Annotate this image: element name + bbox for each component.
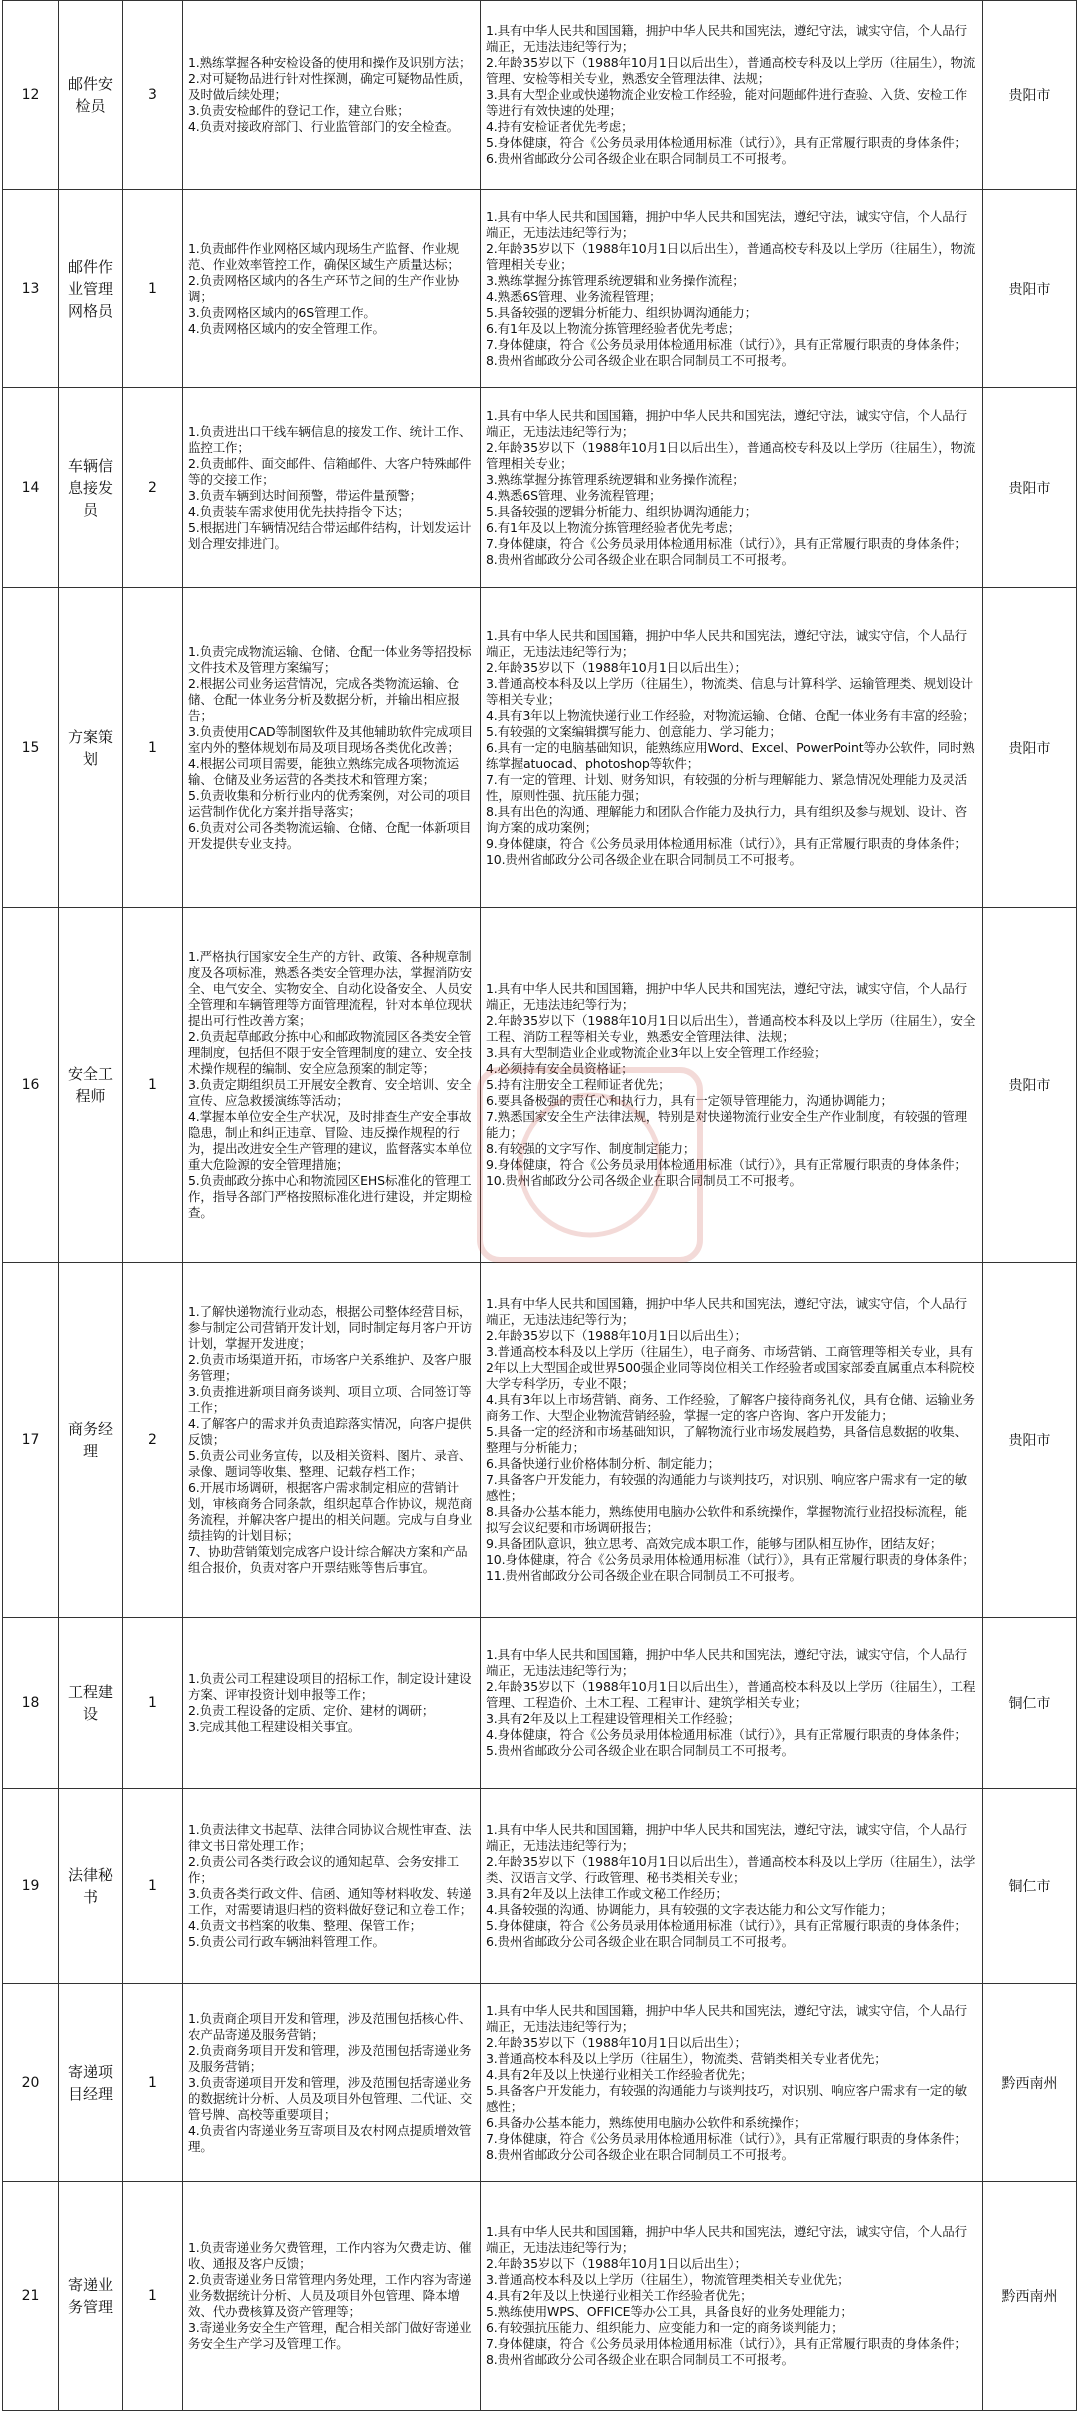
requirement-item: 3.具有大型企业或快递物流企业安检工作经验，能对问题邮件进行查验、入货、安检工作等进行有效快速的处理； <box>486 87 967 118</box>
work-location: 黔西南州 <box>983 2182 1077 2411</box>
requirement-item: 8.贵州省邮政分公司各级企业在职合同制员工不可报考。 <box>486 551 795 567</box>
requirement-item: 4.熟悉6S管理、业务流程管理； <box>486 487 662 503</box>
requirement-item: 5.贵州省邮政分公司各级企业在职合同制员工不可报考。 <box>486 1743 795 1758</box>
requirement-item: 8.贵州省邮政分公司各级企业在职合同制员工不可报考。 <box>486 2146 795 2162</box>
job-duties <box>183 1 481 190</box>
duty-item: 2.负责工程设备的定质、定价、建材的调研； <box>188 1703 435 1718</box>
duty-item: 3.负责网格区域内的6S管理工作。 <box>188 304 376 320</box>
requirement-item: 2.年龄35岁以下（1988年10月1日以后出生）； <box>486 659 747 675</box>
job-requirements <box>481 908 983 1263</box>
duty-item: 1.负责商企项目开发和管理，涉及范围包括核心件、农产品寄递及服务营销； <box>188 2010 472 2042</box>
job-duties <box>183 1618 481 1789</box>
requirement-item: 3.普通高校本科及以上学历（往届生），电子商务、市场营销、工商管理等相关专业，具有2年以上大型国企或世界500强企业同等岗位相关工作经验者或国家部委直属重点本科院校大学专科学历，专业不限； <box>486 1344 975 1391</box>
duty-item: 2.负责寄递业务日常管理内务处理，工作内容为寄递业务数据统计分析、人员及项目外包管理、降本增效、代办费核算及资产管理等； <box>188 2272 472 2319</box>
work-location: 贵阳市 <box>983 190 1077 388</box>
duty-item: 2.负责网格区域内的各生产环节之间的生产作业协调； <box>188 272 459 304</box>
requirement-item: 5.持有注册安全工程师证者优先； <box>486 1077 671 1092</box>
requirement-item: 8.贵州省邮政分公司各级企业在职合同制员工不可报考。 <box>486 2352 795 2367</box>
job-duties <box>183 1789 481 1984</box>
row-number: 14 <box>3 388 59 588</box>
duty-item: 6.负责对公司各类物流运输、仓储、仓配一体新项目开发提供专业支持。 <box>188 819 472 851</box>
duty-item: 2.根据公司业务运营情况，完成各类物流运输、仓储、仓配一体业务分析及数据分析，并输出相应报告； <box>188 675 460 723</box>
requirement-item: 3.具有2年及以上工程建设管理相关工作经验； <box>486 1711 741 1726</box>
requirement-item: 1.具有中华人民共和国国籍，拥护中华人民共和国宪法，遵纪守法，诚实守信，个人品行端正，无违法违纪等行为； <box>486 23 967 54</box>
requirement-item: 4.身体健康，符合《公务员录用体检通用标准（试行）》，具有正常履行职责的身体条件； <box>486 1727 967 1742</box>
work-location: 贵阳市 <box>983 1 1077 190</box>
table-row <box>3 1618 1077 1789</box>
row-number: 19 <box>3 1789 59 1984</box>
requirement-item: 11.贵州省邮政分公司各级企业在职合同制员工不可报考。 <box>486 1568 802 1583</box>
requirement-item: 10.贵州省邮政分公司各级企业在职合同制员工不可报考。 <box>486 1173 802 1188</box>
job-title: 工程建设 <box>59 1618 123 1789</box>
table-row <box>3 1263 1077 1618</box>
job-requirements <box>481 190 983 388</box>
job-duties <box>183 908 481 1263</box>
table-row <box>3 1984 1077 2182</box>
job-requirements <box>481 388 983 588</box>
duty-item: 4.负责网格区域内的安全管理工作。 <box>188 320 385 336</box>
job-requirements <box>481 2182 983 2411</box>
requirement-item: 8.具备办公基本能力，熟练使用电脑办公软件和系统操作，掌握物流行业招投标流程，能拟写会议纪要和市场调研报告； <box>486 1504 967 1535</box>
row-number: 15 <box>3 588 59 908</box>
duty-item: 2.对可疑物品进行针对性探测，确定可疑物品性质，及时做后续处理； <box>188 71 472 102</box>
headcount: 1 <box>123 588 183 908</box>
duty-item: 3.完成其他工程建设相关事宜。 <box>188 1719 361 1734</box>
row-number: 21 <box>3 2182 59 2411</box>
requirement-item: 1.具有中华人民共和国国籍，拥护中华人民共和国宪法，遵纪守法，诚实守信，个人品行端正，无违法违纪等行为； <box>486 2224 967 2255</box>
requirement-item: 6.有较强抗压能力、组织能力、应变能力和一定的商务谈判能力； <box>486 2320 844 2335</box>
requirement-item: 6.具备办公基本能力，熟练使用电脑办公软件和系统操作； <box>486 2114 807 2130</box>
job-requirements <box>481 588 983 908</box>
table-row <box>3 908 1077 1263</box>
requirement-item: 2.年龄35岁以下（1988年10月1日以后出生），普通高校本科及以上学历（往届生），安全工程、消防工程等相关专业，熟悉安全管理法律、法规； <box>486 1013 976 1044</box>
requirement-item: 1.具有中华人民共和国国籍，拥护中华人民共和国宪法，遵纪守法，诚实守信，个人品行端正，无违法违纪等行为； <box>486 1647 967 1678</box>
requirement-item: 5.具备一定的经济和市场基础知识，了解物流行业市场发展趋势，具备信息数据的收集、整理与分析能力； <box>486 1424 967 1455</box>
requirement-item: 2.年龄35岁以下（1988年10月1日以后出生）； <box>486 1328 747 1343</box>
requirement-item: 4.具有2年及以上快递行业相关工作经验者优先； <box>486 2066 753 2082</box>
duty-item: 5.负责收集和分析行业内的优秀案例，对公司的项目运营制作优化方案并指导落实； <box>188 787 472 819</box>
requirement-item: 9.身体健康，符合《公务员录用体检通用标准（试行）》，具有正常履行职责的身体条件； <box>486 1157 967 1172</box>
table-row <box>3 2182 1077 2411</box>
duty-item: 3.负责安检邮件的登记工作，建立台账； <box>188 103 410 118</box>
work-location: 贵阳市 <box>983 388 1077 588</box>
job-duties <box>183 1263 481 1618</box>
duty-item: 2.负责邮件、面交邮件、信箱邮件、大客户特殊邮件等的交接工作； <box>188 455 472 487</box>
requirement-item: 3.普通高校本科及以上学历（往届生），物流类、信息与计算科学、运输管理类、规划设计等相关专业； <box>486 675 974 707</box>
requirement-item: 2.年龄35岁以下（1988年10月1日以后出生），普通高校专科及以上学历（往届生），物流管理、安检等相关专业，熟悉安全管理法律、法规； <box>486 55 976 86</box>
requirement-item: 2.年龄35岁以下（1988年10月1日以后出生），普通高校本科及以上学历（往届生），法学类、汉语言文学、行政管理、秘书类相关专业； <box>486 1854 976 1885</box>
requirement-item: 4.具有2年及以上快递行业相关工作经验者优先； <box>486 2288 753 2303</box>
requirement-item: 1.具有中华人民共和国国籍，拥护中华人民共和国宪法，遵纪守法，诚实守信，个人品行端正，无违法违纪等行为； <box>486 208 967 240</box>
row-number: 12 <box>3 1 59 190</box>
duty-item: 3.寄递业务安全生产管理，配合相关部门做好寄递业务安全生产学习及管理工作。 <box>188 2320 472 2351</box>
requirement-item: 2.年龄35岁以下（1988年10月1日以后出生），普通高校专科及以上学历（往届生），物流管理相关专业； <box>486 240 976 272</box>
requirement-item: 4.具备较强的沟通、协调能力，具有较强的文字表达能力和公文写作能力； <box>486 1902 893 1917</box>
duty-item: 3.负责定期组织员工开展安全教育、安全培训、安全宣传、应急救援演练等活动； <box>188 1077 472 1108</box>
table-row <box>3 588 1077 908</box>
job-title: 寄递业务管理 <box>59 2182 123 2411</box>
duty-item: 1.负责完成物流运输、仓储、仓配一体业务等招投标文件技术及管理方案编写； <box>188 643 472 675</box>
requirement-item: 1.具有中华人民共和国国籍，拥护中华人民共和国宪法，遵纪守法，诚实守信，个人品行端正，无违法违纪等行为； <box>486 1822 967 1853</box>
job-title: 法律秘书 <box>59 1789 123 1984</box>
requirement-item: 2.年龄35岁以下（1988年10月1日以后出生），普通高校本科及以上学历（往届生），工程管理、工程造价、土木工程、工程审计、建筑学相关专业； <box>486 1679 976 1710</box>
requirement-item: 7.身体健康，符合《公务员录用体检通用标准（试行）》，具有正常履行职责的身体条件； <box>486 2336 967 2351</box>
requirement-item: 6.贵州省邮政分公司各级企业在职合同制员工不可报考。 <box>486 151 795 166</box>
row-number: 13 <box>3 190 59 388</box>
headcount: 1 <box>123 2182 183 2411</box>
job-title: 方案策划 <box>59 588 123 908</box>
requirement-item: 8.有较强的文字写作、制度制定能力； <box>486 1141 696 1156</box>
duty-item: 1.负责法律文书起草、法律合同协议合规性审查、法律文书日常处理工作； <box>188 1822 472 1853</box>
requirement-item: 6.具有一定的电脑基础知识，能熟练应用Word、Excel、PowerPoint等办公软件，同时熟练掌握atuocad、photoshop等软件； <box>486 739 975 771</box>
requirement-item: 1.具有中华人民共和国国籍，拥护中华人民共和国宪法，遵纪守法，诚实守信，个人品行端正，无违法违纪等行为； <box>486 2002 967 2034</box>
requirement-item: 5.具备较强的逻辑分析能力、组织协调沟通能力； <box>486 503 757 519</box>
row-number: 20 <box>3 1984 59 2182</box>
duty-item: 3.负责各类行政文件、信函、通知等材料收发、转递工作，对需要请退归档的资料做好登记和立卷工作； <box>188 1886 473 1917</box>
requirement-item: 5.身体健康，符合《公务员录用体检通用标准（试行）》，具有正常履行职责的身体条件； <box>486 135 967 150</box>
job-duties <box>183 1984 481 2182</box>
requirement-item: 1.具有中华人民共和国国籍，拥护中华人民共和国宪法，遵纪守法，诚实守信，个人品行端正，无违法违纪等行为； <box>486 627 967 659</box>
job-requirements <box>481 1618 983 1789</box>
duty-item: 1.负责公司工程建设项目的招标工作，制定设计建设方案、评审投资计划申报等工作； <box>188 1671 472 1702</box>
requirement-item: 6.有1年及以上物流分拣管理经验者优先考虑； <box>486 519 741 535</box>
requirement-item: 4.持有安检证者优先考虑； <box>486 119 634 134</box>
requirement-item: 4.熟悉6S管理、业务流程管理； <box>486 288 662 304</box>
requirement-item: 7.具备客户开发能力，有较强的沟通能力与谈判技巧，对识别、响应客户需求有一定的敏感性； <box>486 1472 967 1503</box>
duty-item: 3.负责推进新项目商务谈判、项目立项、合同签订等工作； <box>188 1384 472 1415</box>
duty-item: 6.开展市场调研，根据客户需求制定相应的营销计划，审核商务合同条款，组织起草合作协议，规范商务流程，并解决客户提出的相关问题。完成与自身业绩挂钩的计划目标； <box>188 1480 473 1543</box>
duty-item: 2.负责商务项目开发和管理，涉及范围包括寄递业务及服务营销； <box>188 2042 472 2074</box>
job-title: 邮件安检员 <box>59 1 123 190</box>
headcount: 2 <box>123 1263 183 1618</box>
job-requirements <box>481 1 983 190</box>
job-title: 安全工程师 <box>59 908 123 1263</box>
headcount: 2 <box>123 388 183 588</box>
requirement-item: 8.贵州省邮政分公司各级企业在职合同制员工不可报考。 <box>486 352 795 368</box>
requirement-item: 5.具备客户开发能力，有较强的沟通能力与谈判技巧，对识别、响应客户需求有一定的敏感性； <box>486 2082 967 2114</box>
requirement-item: 9.身体健康，符合《公务员录用体检通用标准（试行）》，具有正常履行职责的身体条件； <box>486 835 967 851</box>
job-table-body <box>3 1 1077 2411</box>
requirement-item: 7.熟悉国家安全生产法律法规，特别是对快递物流行业安全生产作业制度，有较强的管理能力； <box>486 1109 967 1140</box>
duty-item: 1.负责邮件作业网格区域内现场生产监督、作业规范、作业效率管控工作，确保区域生产质量达标； <box>188 240 460 272</box>
work-location: 铜仁市 <box>983 1789 1077 1984</box>
requirement-item: 2.年龄35岁以下（1988年10月1日以后出生）； <box>486 2256 747 2271</box>
row-number: 16 <box>3 908 59 1263</box>
job-requirements <box>481 1789 983 1984</box>
requirement-item: 6.要具备极强的责任心和执行力，具有一定领导管理能力，沟通协调能力； <box>486 1093 893 1108</box>
job-requirements <box>481 1984 983 2182</box>
requirement-item: 6.有1年及以上物流分拣管理经验者优先考虑； <box>486 320 741 336</box>
requirement-item: 3.熟练掌握分拣管理系统逻辑和业务操作流程； <box>486 471 745 487</box>
requirement-item: 3.具有大型制造业企业或物流企业3年以上安全管理工作经验； <box>486 1045 827 1060</box>
duty-item: 1.负责进出口干线车辆信息的接发工作、统计工作、监控工作； <box>188 423 472 455</box>
duty-item: 5.负责邮政分拣中心和物流园区EHS标准化的管理工作，指导各部门严格按照标准化进行建设，并定期检查。 <box>188 1173 473 1220</box>
requirement-item: 4.必须持有安全员资格证； <box>486 1061 634 1076</box>
job-title: 商务经理 <box>59 1263 123 1618</box>
requirement-item: 5.具备较强的逻辑分析能力、组织协调沟通能力； <box>486 304 757 320</box>
row-number: 17 <box>3 1263 59 1618</box>
requirement-item: 1.具有中华人民共和国国籍，拥护中华人民共和国宪法，遵纪守法，诚实守信，个人品行端正，无违法违纪等行为； <box>486 407 967 439</box>
requirement-item: 1.具有中华人民共和国国籍，拥护中华人民共和国宪法，遵纪守法，诚实守信，个人品行端正，无违法违纪等行为； <box>486 1296 967 1327</box>
requirement-item: 5.有较强的文案编辑撰写能力、创意能力、学习能力； <box>486 723 782 739</box>
duty-item: 4.负责对接政府部门、行业监管部门的安全检查。 <box>188 119 459 134</box>
job-title: 寄递项目经理 <box>59 1984 123 2182</box>
requirement-item: 3.普通高校本科及以上学历（往届生），物流类、营销类相关专业者优先； <box>486 2050 887 2066</box>
job-title: 车辆信息接发员 <box>59 388 123 588</box>
requirement-item: 1.具有中华人民共和国国籍，拥护中华人民共和国宪法，遵纪守法，诚实守信，个人品行端正，无违法违纪等行为； <box>486 981 967 1012</box>
requirement-item: 3.普通高校本科及以上学历（往届生），物流管理类相关专业优先； <box>486 2272 850 2287</box>
job-title: 邮件作业管理网格员 <box>59 190 123 388</box>
table-row <box>3 1789 1077 1984</box>
duty-item: 4.负责装车需求使用优先扶持指令下达； <box>188 503 410 519</box>
requirement-item: 7.身体健康，符合《公务员录用体检通用标准（试行）》，具有正常履行职责的身体条件； <box>486 336 967 352</box>
requirement-item: 7.身体健康，符合《公务员录用体检通用标准（试行）》，具有正常履行职责的身体条件； <box>486 2130 967 2146</box>
requirement-item: 6.具备快递行业价格体制分析、制定能力； <box>486 1456 720 1471</box>
work-location: 贵阳市 <box>983 908 1077 1263</box>
duty-item: 4.根据公司项目需要，能独立熟练完成各项物流运输、仓储及业务运营的各类技术和管理方案； <box>188 755 459 787</box>
duty-item: 2.负责公司各类行政会议的通知起草、会务安排工作； <box>188 1854 459 1885</box>
headcount: 1 <box>123 1789 183 1984</box>
duty-item: 5.负责公司行政车辆油料管理工作。 <box>188 1934 385 1949</box>
duty-item: 7、协助营销策划完成客户设计综合解决方案和产品组合报价，负责对客户开票结账等售后事宜。 <box>188 1544 468 1575</box>
job-duties <box>183 588 481 908</box>
work-location: 贵阳市 <box>983 1263 1077 1618</box>
duty-item: 1.负责寄递业务欠费管理，工作内容为欠费走访、催收、通报及客户反馈； <box>188 2240 472 2271</box>
duty-item: 1.严格执行国家安全生产的方针、政策、各种规章制度及各项标准，熟悉各类安全管理办法，掌握消防安全、电气安全、实物安全、自动化设备安全、人员安全管理和车辆管理等方面管理流程，针对本单位现状提出可行性改善方案； <box>188 949 473 1028</box>
job-duties <box>183 190 481 388</box>
headcount: 1 <box>123 908 183 1263</box>
requirement-item: 3.熟练掌握分拣管理系统逻辑和业务操作流程； <box>486 272 745 288</box>
table-row <box>3 1 1077 190</box>
duty-item: 4.了解客户的需求并负责追踪落实情况，向客户提供反馈； <box>188 1416 472 1447</box>
table-row <box>3 190 1077 388</box>
requirement-item: 4.具有3年以上物流快递行业工作经验，对物流运输、仓储、仓配一体业务有丰富的经验； <box>486 707 975 723</box>
requirement-item: 2.年龄35岁以下（1988年10月1日以后出生）； <box>486 2034 747 2050</box>
job-duties <box>183 2182 481 2411</box>
requirement-item: 8.具有出色的沟通、理解能力和团队合作能力及执行力，具有组织及参与规划、设计、咨询方案的成功案例； <box>486 803 967 835</box>
work-location: 铜仁市 <box>983 1618 1077 1789</box>
headcount: 1 <box>123 1984 183 2182</box>
requirement-item: 7.有一定的管理、计划、财务知识，有较强的分析与理解能力、紧急情况处理能力及灵活性，原则性强、抗压能力强； <box>486 771 967 803</box>
duty-item: 3.负责车辆到达时间预警，带运件量预警； <box>188 487 422 503</box>
requirement-item: 5.熟练使用WPS、OFFICE等办公工具，具备良好的业务处理能力； <box>486 2304 853 2319</box>
headcount: 1 <box>123 1618 183 1789</box>
duty-item: 2.负责起草邮政分拣中心和邮政物流园区各类安全管理制度，包括但不限于安全管理制度的建立、安全技术操作规程的编制、安全应急预案的制定等； <box>188 1029 473 1076</box>
requirement-item: 10.身体健康，符合《公务员录用体检通用标准（试行）》，具有正常履行职责的身体条件； <box>486 1552 975 1567</box>
duty-item: 2.负责市场渠道开拓，市场客户关系维护、及客户服务管理； <box>188 1352 472 1383</box>
job-duties <box>183 388 481 588</box>
requirement-item: 10.贵州省邮政分公司各级企业在职合同制员工不可报考。 <box>486 851 802 867</box>
table-row <box>3 388 1077 588</box>
requirement-item: 2.年龄35岁以下（1988年10月1日以后出生），普通高校专科及以上学历（往届生），物流管理相关专业； <box>486 439 976 471</box>
work-location: 贵阳市 <box>983 588 1077 908</box>
duty-item: 5.负责公司业务宣传，以及相关资料、图片、录音、录像、题词等收集、整理、记载存档工作； <box>188 1448 472 1479</box>
row-number: 18 <box>3 1618 59 1789</box>
duty-item: 4.负责文书档案的收集、整理、保管工作； <box>188 1918 422 1933</box>
headcount: 1 <box>123 190 183 388</box>
headcount: 3 <box>123 1 183 190</box>
job-table <box>2 0 1077 2411</box>
job-requirements <box>481 1263 983 1618</box>
requirement-item: 4.具有3年以上市场营销、商务、工作经验，了解客户接待商务礼仪，具有仓储、运输业务商务工作、大型企业物流营销经验，掌握一定的客户咨询、客户开发能力； <box>486 1392 975 1423</box>
duty-item: 3.负责使用CAD等制图软件及其他辅助软件完成项目室内外的整体规划布局及项目现场各类优化改善； <box>188 723 474 755</box>
requirement-item: 5.身体健康，符合《公务员录用体检通用标准（试行）》，具有正常履行职责的身体条件； <box>486 1918 967 1933</box>
duty-item: 5.根据进门车辆情况结合带运邮件结构，计划发运计划合理安排进门。 <box>188 519 472 551</box>
duty-item: 1.熟练掌握各种安检设备的使用和操作及识别方法； <box>188 55 472 70</box>
duty-item: 3.负责寄递项目开发和管理，涉及范围包括寄递业务的数据统计分析、人员及项目外包管理、二代证、交管号牌、高校等重要项目； <box>188 2074 473 2122</box>
duty-item: 4.负责省内寄递业务互寄项目及农村网点提质增效管理。 <box>188 2122 472 2154</box>
requirement-item: 3.具有2年及以上法律工作或文秘工作经历； <box>486 1886 728 1901</box>
work-location: 黔西南州 <box>983 1984 1077 2182</box>
duty-item: 4.掌握本单位安全生产状况，及时排查生产安全事故隐患，制止和纠正违章、冒险、违反操作规程的行为，提出改进安全生产管理的建议，监督落实本单位重大危险源的安全管理措施； <box>188 1109 473 1172</box>
requirement-item: 6.贵州省邮政分公司各级企业在职合同制员工不可报考。 <box>486 1934 795 1949</box>
duty-item: 1.了解快递物流行业动态，根据公司整体经营目标，参与制定公司营销开发计划，同时制定每月客户开访计划，掌握开发进度； <box>188 1304 473 1351</box>
requirement-item: 7.身体健康，符合《公务员录用体检通用标准（试行）》，具有正常履行职责的身体条件； <box>486 535 967 551</box>
requirement-item: 9.具备团队意识，独立思考、高效完成本职工作，能够与团队相互协作，团结友好； <box>486 1536 943 1551</box>
